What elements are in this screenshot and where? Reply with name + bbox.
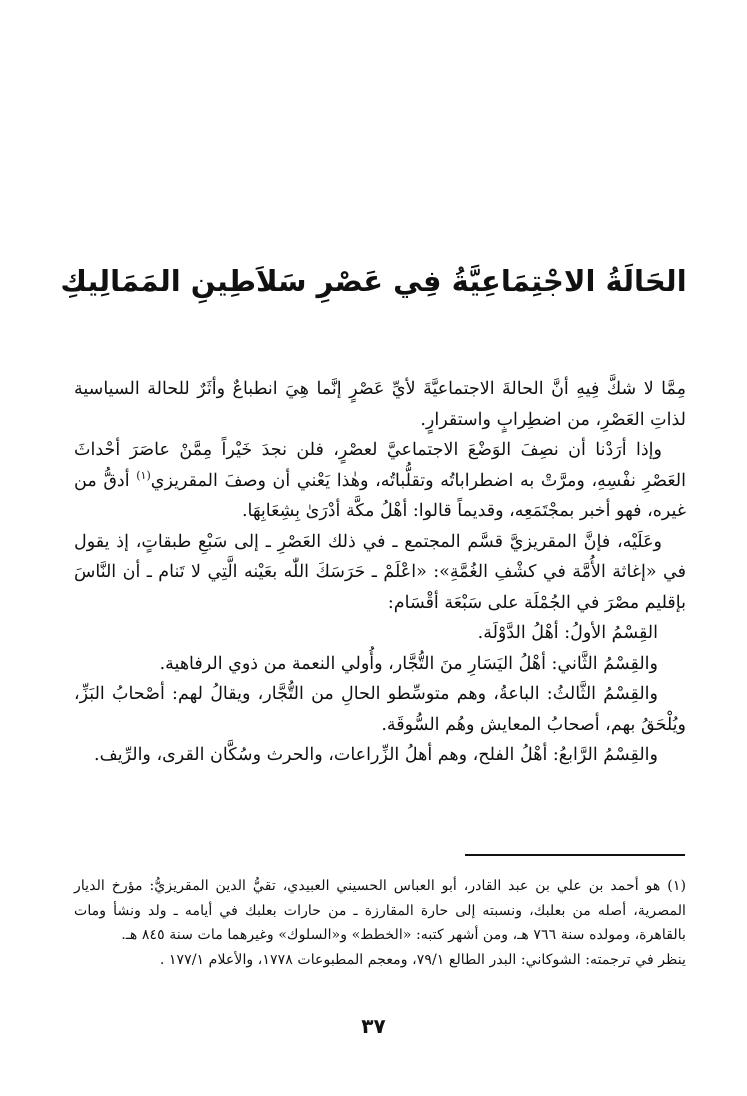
paragraph-description (74, 435, 686, 527)
footnote-text (74, 874, 686, 948)
footnote (74, 874, 686, 972)
page-number: ٣٧ (361, 1014, 386, 1038)
paragraph-description-part2: أدقُّ من غيره، فهو أخبر بمجْتَمَعِه، وقديماً قالوا: أهْلُ مكَّة أدْرَىٰ بِشِعَابِهَا. (74, 470, 686, 521)
class-item-4: والقِسْمُ الرَّابعُ: أهْلُ الفلح، وهم أهلُ الزِّراعات، والحرث وسُكَّان القرى، والرِّيف. (94, 745, 658, 765)
footnote-reference: (١) (136, 468, 151, 482)
footnote-separator (465, 854, 685, 856)
class-item-3: والقِسْمُ الثَّالثُ: الباعةُ، وهم متوسِّطو الحالِ من التُّجَّار، ويقالُ لهم: أصْحابُ البَزِّ، ويُلْحَقُ بهم، أصحابُ المعايش وهُم السُّوقَة. (74, 684, 686, 735)
paragraph-description-part1: وإذا أرَدْنا أن نصِفَ الوَضْعَ الاجتماعيَّ لعصْرٍ، فلن نجدَ خَيْراً مِمَّنْ عاصَرَ أحْداثَ العَصْرِ نفْسِهِ، ومرَّتْ به اضطراباتُه وتقلُّباتُه، وهٰذا يَعْني أن وصفَ المقريزي (74, 440, 686, 491)
chapter-title: الحَالَةُ الاجْتِمَاعِيَّةُ فِي عَصْرِ سَلاَطِينِ المَمَالِيكِ (60, 264, 687, 299)
footnote-sources: ينظر في ترجمته: الشوكاني: البدر الطالع ٧٩/١، ومعجم المطبوعات ١٧٧٨، والأعلام ١٧٧/١ . (159, 951, 686, 968)
footnote-marker: (١) (667, 878, 686, 894)
class-item-1: القِسْمُ الأولُ: أهْلُ الدَّوْلَة. (477, 623, 658, 643)
class-item-2: والقِسْمُ الثَّاني: أهْلُ اليَسَارِ منَ التُّجَّار، وأُولي النعمة من ذوي الرفاهية. (159, 653, 658, 674)
footnote-body: هو أحمد بن علي بن عبد القادر، أبو العباس الحسيني العبيدي، تقيُّ الدين المقريزيُّ: مؤرخ الديار المصرية، أصله من بعلبك، ونسبته إلى حارة المقارزة ـ من حارات بعلبك في أيامه ـ ولد ونشأ ومات بالقاهرة، ومولده سنة ٧٦٦ هـ، ومن أشهر كتبه: «الخطط» و«السلوك» وغيرهما مات سنة ٨٤٥ هـ. (74, 878, 686, 943)
paragraph-classes: وعَلَيْه، فإنَّ المقريزيَّ قسَّم المجتمع ـ في ذلك العَصْرِ ـ إلى سَبْعِ طبقاتٍ، إذ يقول في «إغاثة الأُمَّة في كشْفِ الغُمَّةِ»: «اعْلَمْ ـ حَرَسَكَ اللّٰه بعَيْنه الَّتِي لا تَنام ـ أن النَّاسَ بإقليم مصْرَ في الجُمْلَة على سَبْعَة أقْسَام: (74, 531, 686, 613)
main-text (74, 374, 686, 771)
paragraph-intro: مِمَّا لا شكَّ فِيهِ أنَّ الحالةَ الاجتماعيَّةَ لأيِّ عَصْرٍ إنَّما هِيَ انطباعٌ وأثَرٌ للحالة السياسية لذاتِ العَصْرِ، من اضطِرابٍ واستقرارٍ. (74, 379, 686, 430)
